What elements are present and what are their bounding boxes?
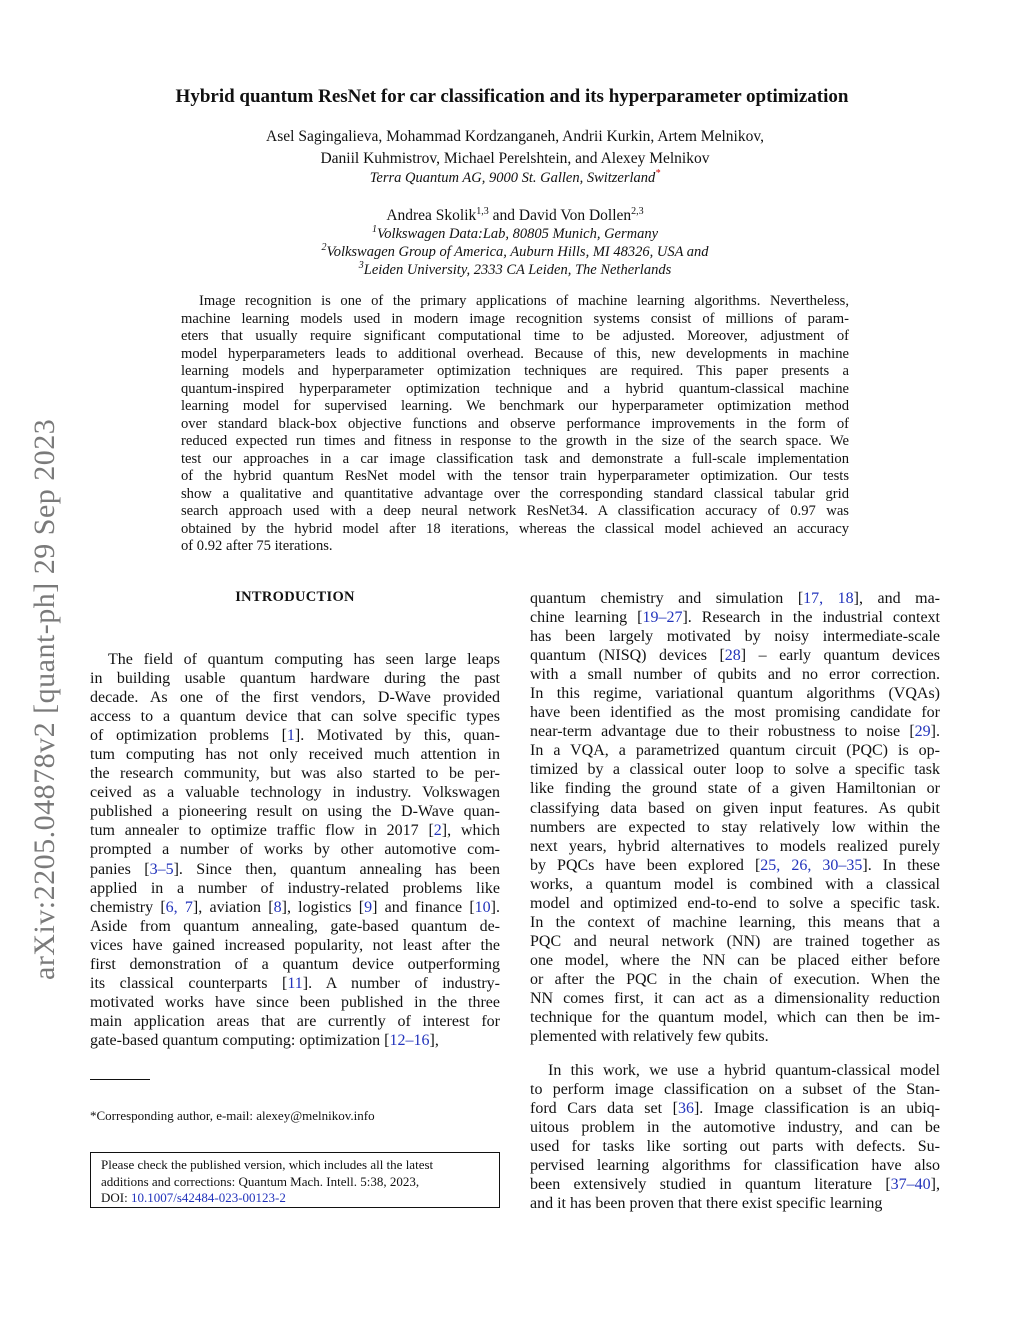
text-line: learning models and hyperparameter optimization techniques are required. This paper presents a: [181, 363, 849, 379]
corresponding-author-footnote: *Corresponding author, e-mail: alexey@melnikov.info: [90, 1108, 375, 1123]
citation-link[interactable]: 25, 26, 30–35: [760, 856, 863, 874]
left-column-body: [90, 650, 500, 1050]
text-line: prompted a number of works by other automotive com-: [90, 841, 500, 859]
notice-line-1: Please check the published version, which includes all the latest: [101, 1157, 434, 1172]
notice-line-2: additions and corrections: Quantum Mach. Intell. 5:38, 2023,: [101, 1173, 420, 1189]
abstract: [181, 293, 849, 556]
citation-link[interactable]: 2: [433, 822, 442, 840]
text-line: In a VQA, a parametrized quantum circuit (PQC) is op-: [530, 742, 940, 760]
text-line: obtained by the hybrid model after 18 iterations, whereas the classical model achieved an accuracy: [181, 520, 849, 537]
text-line: PQC and neural network (NN) are trained together as: [530, 932, 940, 950]
text-line: In this work, we use a hybrid quantum-classical model: [548, 1062, 940, 1079]
paper-title: Hybrid quantum ResNet for car classification and its hyperparameter optimization: [175, 86, 849, 107]
author-list-line-3: Andrea Skolik$^{1,3}$ and David Von Dollen$^{2,3}$: [386, 205, 644, 224]
text-line: of the hybrid quantum ResNet model with the tensor train hyperparameter optimization. Our tests: [181, 468, 849, 484]
right-column-paragraph-2: [530, 1061, 940, 1213]
text-line: learning model for supervised learning. We benchmark our hyperparameter optimization method: [181, 398, 849, 414]
affiliation-volkswagen-datalab: $^1$Volkswagen Data:Lab, 80805 Munich, Germany: [371, 224, 659, 242]
notice-line-3: DOI: 10.1007/s42484-023-00123-2: [101, 1190, 286, 1205]
arxiv-identifier-stamp: arXiv:2205.04878v2 [quant-ph] 29 Sep 2023: [28, 418, 61, 980]
text-line: classifying data based on given input features. As qubit: [530, 799, 940, 817]
text-line: or after the PQC in the chain of execution. When the: [530, 970, 940, 988]
author-list-line-2: Daniil Kuhmistrov, Michael Perelshtein, and Alexey Melnikov: [320, 150, 710, 167]
text-line: tum computing has not only received much attention in: [90, 746, 500, 764]
text-line: In this regime, variational quantum algorithms (VQAs): [530, 685, 940, 703]
text-line: quantum-inspired hyperparameter optimization technique and a hybrid quantum-classical machine: [181, 380, 849, 397]
text-line: eters that usually require significant computational time to be adjusted. Moreover, adjustment of: [181, 328, 849, 344]
text-line: to perform image classification on a subset of the Stan-: [530, 1081, 940, 1099]
text-line: panies [3–5]. Since then, quantum annealing has been: [90, 860, 501, 878]
text-line: The field of quantum computing has seen large leaps: [108, 651, 500, 668]
citation-link[interactable]: 11: [287, 974, 303, 992]
text-line: near-term advantage due to their robustness to noise [29].: [530, 723, 940, 741]
text-line: access to a quantum device that can solve specific types: [90, 708, 500, 726]
text-line: uitous problem in the automotive industry, and can be: [530, 1119, 940, 1137]
text-line: chemistry [6, 7], aviation [8], logistics [9] and finance [10].: [90, 898, 500, 916]
citation-link[interactable]: 36: [677, 1100, 694, 1118]
text-line: model hyperparameters leads to additional overhead. Because of this, new developments in machine: [181, 345, 849, 362]
text-line: applied in a number of industry-related problems like: [90, 879, 500, 897]
text-line: published a pioneering result on using the D-Wave quan-: [90, 803, 500, 821]
text-line: plemented with relatively few qubits.: [530, 1028, 769, 1046]
text-line: its classical counterparts [11]. A number of industry-: [90, 974, 501, 992]
text-line: timized by a classical outer loop to solve a specific task: [530, 761, 940, 779]
author-list-line-1: Asel Sagingalieva, Mohammad Kordzanganeh, Andrii Kurkin, Artem Melnikov,: [266, 128, 764, 145]
text-line: one model, where the NN can be placed either before: [530, 951, 940, 969]
text-line: show a qualitative and quantitative advantage over the corresponding standard classical tabular grid: [181, 485, 849, 502]
text-line: tum annealer to optimize traffic flow in 2017 [2], which: [90, 822, 500, 840]
text-line: over standard black-box objective functions and observe performance improvements in the form of: [181, 415, 849, 432]
text-line: of 0.92 after 75 iterations.: [181, 538, 333, 554]
citation-link[interactable]: 37–40: [890, 1176, 931, 1194]
citation-link[interactable]: 17, 18: [803, 590, 854, 607]
citation-link[interactable]: 8: [273, 898, 282, 916]
text-line: like finding the ground state of a given Hamiltonian or: [530, 780, 940, 798]
doi-link[interactable]: 10.1007/s42484-023-00123-2: [130, 1190, 286, 1205]
text-line: by PQCs have been explored [25, 26, 30–35]. In these: [530, 856, 941, 874]
text-line: works, a quantum model is combined with a classical: [530, 875, 940, 893]
citation-link[interactable]: 1: [286, 727, 295, 745]
citation-link[interactable]: 29: [914, 723, 931, 741]
text-line: main application areas that are currently of interest for: [90, 1012, 500, 1030]
text-line: ceived as a valuable technology in industry. Volkswagen: [90, 784, 500, 802]
text-line: have been identified as the most promising candidate for: [530, 704, 940, 722]
text-line: has been largely motivated by noisy intermediate-scale: [530, 628, 940, 646]
affiliation-volkswagen-america: $^2$Volkswagen Group of America, Auburn Hills, MI 48326, USA and: [321, 242, 709, 260]
citation-link[interactable]: 28: [724, 647, 741, 665]
text-line: the research community, but was also started to be per-: [90, 765, 500, 783]
text-line: first demonstration of a quantum device outperforming: [90, 955, 500, 973]
citation-link[interactable]: 9: [364, 898, 373, 916]
text-line: Image recognition is one of the primary applications of machine learning algorithms. Nevertheless,: [199, 293, 849, 309]
text-line: search approach used with a deep neural network ResNet34. A classification accuracy of 0.97 was: [181, 503, 849, 519]
text-line: quantum (NISQ) devices [28] – early quantum devices: [530, 647, 940, 665]
text-line: quantum chemistry and simulation [17, 18], and ma-: [530, 590, 940, 607]
text-line: pervised learning algorithms for classification have also: [530, 1157, 940, 1175]
citation-link[interactable]: 3–5: [149, 860, 174, 878]
text-line: of optimization problems [1]. Motivated by this, quan-: [90, 727, 501, 745]
text-line: decade. As one of the first vendors, D-Wave provided: [90, 689, 500, 707]
text-line: NN comes first, it can act as a dimensionality reduction: [530, 989, 940, 1007]
text-line: In the context of machine learning, this means that a: [530, 913, 940, 931]
citation-link[interactable]: 10: [474, 898, 491, 916]
text-line: technique for the quantum model, which can then be im-: [530, 1009, 940, 1027]
footnote-divider: [90, 1079, 150, 1080]
section-heading-introduction: INTRODUCTION: [235, 589, 355, 605]
affiliation-terra-quantum: Terra Quantum AG, 9000 St. Gallen, Switzerland*: [369, 168, 661, 186]
citation-link[interactable]: 12–16: [389, 1031, 430, 1049]
text-line: been extensively studied in quantum literature [37–40],: [530, 1176, 940, 1194]
text-line: with a small number of qubits and no error correction.: [530, 666, 940, 684]
text-line: machine learning models used in modern image recognition systems consist of millions of param-: [181, 310, 849, 327]
text-line: motivated works have since been published in the three: [90, 993, 500, 1011]
text-line: next years, hybrid alternatives to models realized purely: [530, 837, 940, 855]
text-line: ford Cars data set [36]. Image classification is an ubiq-: [530, 1100, 941, 1118]
text-line: used for tasks like sorting out parts with defects. Su-: [530, 1138, 940, 1156]
text-line: Aside from quantum annealing, gate-based quantum de-: [90, 917, 500, 935]
text-line: numbers are expected to stay relatively low within the: [530, 818, 940, 836]
citation-link[interactable]: 19–27: [642, 609, 683, 627]
text-line: chine learning [19–27]. Research in the industrial context: [530, 609, 940, 627]
text-line: vices have gained increased popularity, not least after the: [90, 936, 500, 954]
text-line: in building usable quantum hardware during the past: [90, 670, 500, 688]
text-line: model and optimized end-to-end to solve a specific task.: [530, 894, 940, 912]
affiliation-leiden: $^3$Leiden University, 2333 CA Leiden, The Netherlands: [358, 260, 672, 278]
text-line: reduced expected run times and fitness in response to the growth in the size of the search space. We: [181, 433, 849, 449]
right-column-paragraph-1: [530, 589, 940, 1046]
published-version-notice: [90, 1152, 500, 1208]
text-line: test our approaches in a car image classification task and demonstrate a full-scale implementation: [181, 450, 849, 467]
text-line: and it has been proven that there exist specific learning: [530, 1195, 883, 1213]
citation-link[interactable]: 6, 7: [165, 898, 193, 916]
text-line: gate-based quantum computing: optimization [12–16],: [90, 1031, 439, 1049]
